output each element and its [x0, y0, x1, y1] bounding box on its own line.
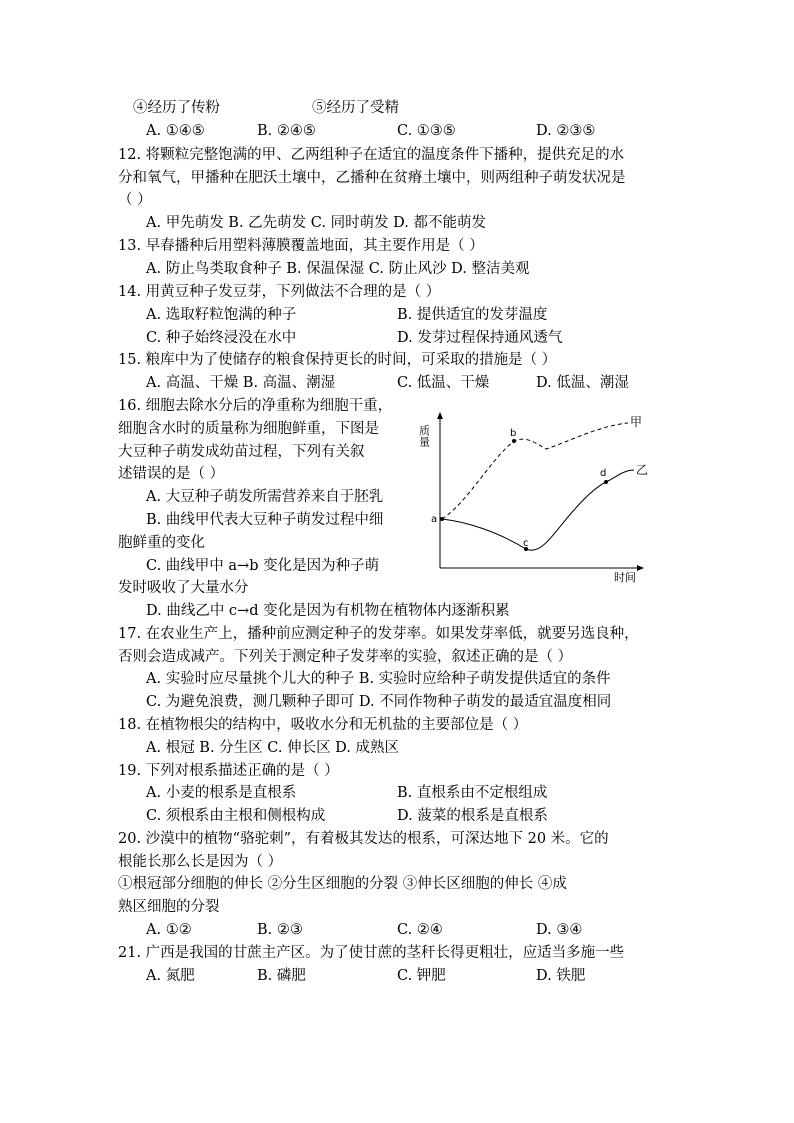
q12-text-1: 12. 将颗粒完整饱满的甲、乙两组种子在适宜的温度条件下播种，提供充足的水 [118, 147, 625, 163]
q16-text-2: 细胞含水时的质量称为细胞鲜重，下图是 [118, 421, 379, 437]
q14-option-c[interactable]: C. 种子始终浸没在水中 [146, 330, 297, 346]
point-b-label: b [510, 428, 517, 439]
point-a-label: a [431, 514, 438, 525]
q19-option-b[interactable]: B. 直根系由不定根组成 [397, 785, 548, 801]
q11-option-a[interactable]: A. ①④⑤ [146, 123, 205, 139]
q20-text-2: 根能长那么长是因为（ ） [118, 854, 283, 870]
q20-statements-2: 熟区细胞的分裂 [118, 899, 220, 915]
q16-option-c-2: 发时吸收了大量水分 [118, 580, 249, 596]
q15-option-d[interactable]: D. 低温、潮湿 [536, 375, 629, 391]
q15-option-ab[interactable]: A. 高温、干燥 B. 高温、潮湿 [146, 375, 336, 391]
y-axis-label: 质量 [417, 425, 431, 447]
q13-options[interactable]: A. 防止鸟类取食种子 B. 保温保湿 C. 防止风沙 D. 整洁美观 [146, 261, 530, 277]
q19-option-c[interactable]: C. 须根系由主根和侧根构成 [146, 808, 326, 824]
q16-option-b-1[interactable]: B. 曲线甲代表大豆种子萌发过程中细 [146, 512, 384, 528]
q16-option-a[interactable]: A. 大豆种子萌发所需营养来自于胚乳 [146, 489, 384, 505]
q16-text-4: 述错误的是（ ） [118, 466, 225, 482]
q12-text-2: 分和氧气，甲播种在肥沃土壤中，乙播种在贫瘠土壤中，则两组种子萌发状况是 [118, 170, 626, 186]
q17-options-row1[interactable]: A. 实验时应尽量挑个儿大的种子 B. 实验时应给种子萌发提供适宜的条件 [146, 671, 611, 687]
q16-option-d[interactable]: D. 曲线乙中 c→d 变化是因为有机物在植物体内逐渐积累 [146, 603, 510, 619]
q14-option-d[interactable]: D. 发芽过程保持通风透气 [397, 330, 563, 346]
q19-option-d[interactable]: D. 菠菜的根系是直根系 [397, 808, 548, 824]
q11-option-c[interactable]: C. ①③⑤ [397, 123, 456, 139]
q20-option-c[interactable]: C. ②④ [397, 922, 443, 938]
point-c-label: c [523, 538, 529, 549]
q11-option-d[interactable]: D. ②③⑤ [536, 123, 596, 139]
q14-option-a[interactable]: A. 选取籽粒饱满的种子 [146, 307, 297, 323]
q11-statement-4: ④经历了传粉 [133, 100, 220, 116]
q20-option-a[interactable]: A. ①② [146, 922, 192, 938]
y-axis-arrow [437, 412, 443, 419]
q20-option-d[interactable]: D. ③④ [536, 922, 583, 938]
q12-options[interactable]: A. 甲先萌发 B. 乙先萌发 C. 同时萌发 D. 都不能萌发 [146, 215, 487, 231]
q16-option-c-1[interactable]: C. 曲线甲中 a→b 变化是因为种子萌 [146, 558, 380, 574]
q21-option-b[interactable]: B. 磷肥 [257, 968, 306, 984]
q12-blank: （ ） [118, 192, 152, 208]
series-yi-label: 乙 [636, 463, 649, 477]
q14-option-b[interactable]: B. 提供适宜的发芽温度 [397, 307, 548, 323]
q21-option-c[interactable]: C. 钾肥 [397, 968, 446, 984]
x-axis-label: 时间 [614, 571, 636, 584]
q11-statement-5: ⑤经历了受精 [312, 100, 399, 116]
series-jia-label: 甲 [630, 415, 643, 429]
q17-options-row2[interactable]: C. 为避免浪费，测几颗种子即可 D. 不同作物种子萌发的最适宜温度相同 [146, 694, 612, 710]
point-d [604, 480, 608, 484]
q13-text: 13. 早春播种后用塑料薄膜覆盖地面，其主要作用是（ ） [118, 238, 484, 254]
q11-option-b[interactable]: B. ②④⑤ [257, 123, 316, 139]
q15-option-c[interactable]: C. 低温、干燥 [397, 375, 490, 391]
q17-text-2: 否则会造成减产。下列关于测定种子发芽率的实验，叙述正确的是（ ） [118, 649, 573, 665]
q21-option-d[interactable]: D. 铁肥 [536, 968, 586, 984]
q16-mass-time-chart [417, 410, 650, 584]
q16-option-b-2: 胞鲜重的变化 [118, 535, 205, 551]
q15-text: 15. 粮库中为了使储存的粮食保持更长的时间，可采取的措施是（ ） [118, 352, 557, 368]
q18-options[interactable]: A. 根冠 B. 分生区 C. 伸长区 D. 成熟区 [146, 740, 400, 756]
q17-text-1: 17. 在农业生产上，播种前应测定种子的发芽率。如果发芽率低，就要另选良种， [118, 626, 639, 642]
point-d-label: d [600, 468, 607, 479]
q18-text: 18. 在植物根尖的结构中，吸收水分和无机盐的主要部位是（ ） [118, 717, 528, 733]
q20-option-b[interactable]: B. ②③ [257, 922, 303, 938]
q16-text-3: 大豆种子萌发成幼苗过程，下列有关叙 [118, 444, 365, 460]
q19-text: 19. 下列对根系描述正确的是（ ） [118, 763, 339, 779]
x-axis-arrow [637, 565, 644, 571]
point-a [440, 517, 444, 521]
q19-option-a[interactable]: A. 小麦的根系是直根系 [146, 785, 297, 801]
point-b [512, 439, 516, 443]
q21-option-a[interactable]: A. 氮肥 [146, 968, 195, 984]
q21-text: 21. 广西是我国的甘蔗主产区。为了使甘蔗的茎秆长得更粗壮，应适当多施一些 [118, 945, 625, 961]
q20-text-1: 20. 沙漠中的植物“骆驼刺”，有着极其发达的根系，可深达地下 20 米。它的 [118, 831, 609, 847]
q14-text: 14. 用黄豆种子发豆芽，下列做法不合理的是（ ） [118, 284, 441, 300]
q20-statements-1: ①根冠部分细胞的伸长 ②分生区细胞的分裂 ③伸长区细胞的伸长 ④成 [118, 876, 567, 892]
q16-text-1: 16. 细胞去除水分后的净重称为细胞干重， [118, 398, 393, 414]
